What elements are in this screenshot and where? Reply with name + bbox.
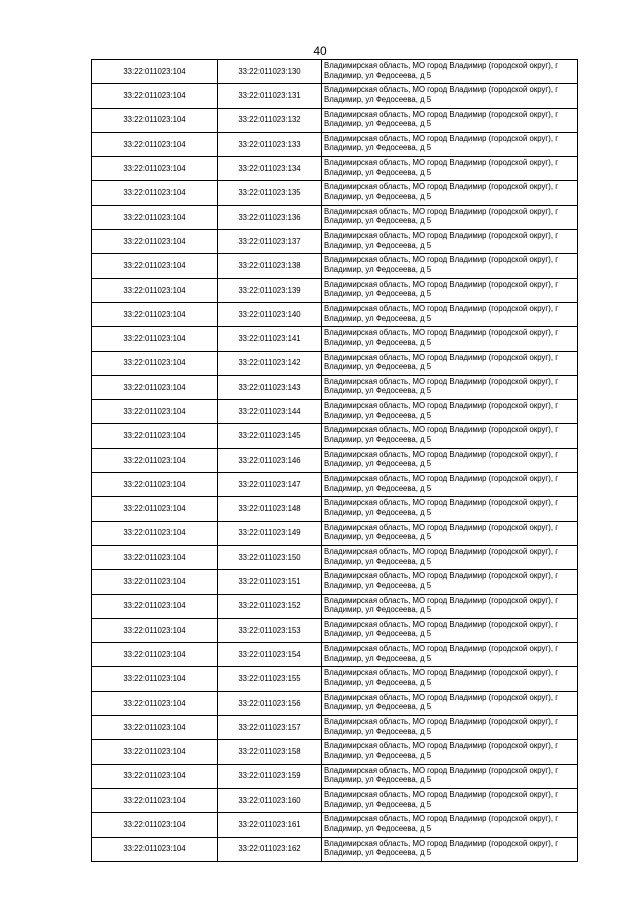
cadastral-number-cell: 33:22:011023:132 xyxy=(218,108,322,132)
table-row xyxy=(92,230,578,254)
address-cell: Владимирская область, МО город Владимир (городской округ), г Владимир, ул Федосеева, д 5 xyxy=(322,570,578,594)
table-row xyxy=(92,545,578,569)
address-cell: Владимирская область, МО город Владимир (городской округ), г Владимир, ул Федосеева, д 5 xyxy=(322,618,578,642)
cadastral-number-cell: 33:22:011023:137 xyxy=(218,230,322,254)
parent-cadastral-number-cell: 33:22:011023:104 xyxy=(92,157,218,181)
address-cell: Владимирская область, МО город Владимир (городской округ), г Владимир, ул Федосеева, д 5 xyxy=(322,764,578,788)
parent-cadastral-number-cell: 33:22:011023:104 xyxy=(92,618,218,642)
cadastral-number-cell: 33:22:011023:143 xyxy=(218,375,322,399)
cadastral-number-cell: 33:22:011023:131 xyxy=(218,84,322,108)
address-cell: Владимирская область, МО город Владимир (городской округ), г Владимир, ул Федосеева, д 5 xyxy=(322,813,578,837)
address-cell: Владимирская область, МО город Владимир (городской округ), г Владимир, ул Федосеева, д 5 xyxy=(322,302,578,326)
cadastral-number-cell: 33:22:011023:156 xyxy=(218,691,322,715)
parent-cadastral-number-cell: 33:22:011023:104 xyxy=(92,230,218,254)
parent-cadastral-number-cell: 33:22:011023:104 xyxy=(92,132,218,156)
parent-cadastral-number-cell: 33:22:011023:104 xyxy=(92,716,218,740)
parent-cadastral-number-cell: 33:22:011023:104 xyxy=(92,302,218,326)
parent-cadastral-number-cell: 33:22:011023:104 xyxy=(92,254,218,278)
address-cell: Владимирская область, МО город Владимир (городской округ), г Владимир, ул Федосеева, д 5 xyxy=(322,643,578,667)
cadastral-number-cell: 33:22:011023:134 xyxy=(218,157,322,181)
cadastral-table xyxy=(91,59,578,862)
address-cell: Владимирская область, МО город Владимир (городской округ), г Владимир, ул Федосеева, д 5 xyxy=(322,375,578,399)
address-cell: Владимирская область, МО город Владимир (городской округ), г Владимир, ул Федосеева, д 5 xyxy=(322,521,578,545)
address-cell: Владимирская область, МО город Владимир (городской округ), г Владимир, ул Федосеева, д 5 xyxy=(322,740,578,764)
parent-cadastral-number-cell: 33:22:011023:104 xyxy=(92,424,218,448)
table-row xyxy=(92,618,578,642)
cadastral-number-cell: 33:22:011023:144 xyxy=(218,400,322,424)
table-row xyxy=(92,448,578,472)
address-cell: Владимирская область, МО город Владимир (городской округ), г Владимир, ул Федосеева, д 5 xyxy=(322,132,578,156)
cadastral-number-cell: 33:22:011023:155 xyxy=(218,667,322,691)
parent-cadastral-number-cell: 33:22:011023:104 xyxy=(92,691,218,715)
address-cell: Владимирская область, МО город Владимир (городской округ), г Владимир, ул Федосеева, д 5 xyxy=(322,84,578,108)
parent-cadastral-number-cell: 33:22:011023:104 xyxy=(92,740,218,764)
address-cell: Владимирская область, МО город Владимир (городской округ), г Владимир, ул Федосеева, д 5 xyxy=(322,60,578,84)
cadastral-number-cell: 33:22:011023:145 xyxy=(218,424,322,448)
table-row xyxy=(92,643,578,667)
cadastral-number-cell: 33:22:011023:146 xyxy=(218,448,322,472)
table-row xyxy=(92,278,578,302)
cadastral-number-cell: 33:22:011023:154 xyxy=(218,643,322,667)
address-cell: Владимирская область, МО город Владимир (городской округ), г Владимир, ул Федосеева, д 5 xyxy=(322,716,578,740)
address-cell: Владимирская область, МО город Владимир (городской округ), г Владимир, ул Федосеева, д 5 xyxy=(322,691,578,715)
parent-cadastral-number-cell: 33:22:011023:104 xyxy=(92,813,218,837)
address-cell: Владимирская область, МО город Владимир (городской округ), г Владимир, ул Федосеева, д 5 xyxy=(322,400,578,424)
table-row xyxy=(92,740,578,764)
parent-cadastral-number-cell: 33:22:011023:104 xyxy=(92,108,218,132)
parent-cadastral-number-cell: 33:22:011023:104 xyxy=(92,594,218,618)
address-cell: Владимирская область, МО город Владимир (городской округ), г Владимир, ул Федосеева, д 5 xyxy=(322,157,578,181)
address-cell: Владимирская область, МО город Владимир (городской округ), г Владимир, ул Федосеева, д 5 xyxy=(322,278,578,302)
parent-cadastral-number-cell: 33:22:011023:104 xyxy=(92,497,218,521)
table-row xyxy=(92,84,578,108)
table-row xyxy=(92,157,578,181)
table-row xyxy=(92,473,578,497)
parent-cadastral-number-cell: 33:22:011023:104 xyxy=(92,545,218,569)
table-row xyxy=(92,375,578,399)
cadastral-number-cell: 33:22:011023:152 xyxy=(218,594,322,618)
parent-cadastral-number-cell: 33:22:011023:104 xyxy=(92,837,218,861)
parent-cadastral-number-cell: 33:22:011023:104 xyxy=(92,473,218,497)
cadastral-number-cell: 33:22:011023:139 xyxy=(218,278,322,302)
parent-cadastral-number-cell: 33:22:011023:104 xyxy=(92,205,218,229)
address-cell: Владимирская область, МО город Владимир (городской округ), г Владимир, ул Федосеева, д 5 xyxy=(322,230,578,254)
table-row xyxy=(92,327,578,351)
cadastral-number-cell: 33:22:011023:142 xyxy=(218,351,322,375)
cadastral-number-cell: 33:22:011023:153 xyxy=(218,618,322,642)
cadastral-number-cell: 33:22:011023:162 xyxy=(218,837,322,861)
parent-cadastral-number-cell: 33:22:011023:104 xyxy=(92,60,218,84)
cadastral-number-cell: 33:22:011023:161 xyxy=(218,813,322,837)
parent-cadastral-number-cell: 33:22:011023:104 xyxy=(92,375,218,399)
address-cell: Владимирская область, МО город Владимир (городской округ), г Владимир, ул Федосеева, д 5 xyxy=(322,205,578,229)
parent-cadastral-number-cell: 33:22:011023:104 xyxy=(92,570,218,594)
table-row xyxy=(92,424,578,448)
cadastral-number-cell: 33:22:011023:157 xyxy=(218,716,322,740)
table-row xyxy=(92,497,578,521)
cadastral-number-cell: 33:22:011023:138 xyxy=(218,254,322,278)
address-cell: Владимирская область, МО город Владимир (городской округ), г Владимир, ул Федосеева, д 5 xyxy=(322,545,578,569)
address-cell: Владимирская область, МО город Владимир (городской округ), г Владимир, ул Федосеева, д 5 xyxy=(322,448,578,472)
table-row xyxy=(92,205,578,229)
cadastral-number-cell: 33:22:011023:148 xyxy=(218,497,322,521)
table-row xyxy=(92,764,578,788)
table-row xyxy=(92,691,578,715)
parent-cadastral-number-cell: 33:22:011023:104 xyxy=(92,788,218,812)
cadastral-number-cell: 33:22:011023:150 xyxy=(218,545,322,569)
table-row xyxy=(92,667,578,691)
table-row xyxy=(92,570,578,594)
table-row xyxy=(92,302,578,326)
parent-cadastral-number-cell: 33:22:011023:104 xyxy=(92,764,218,788)
table-row xyxy=(92,108,578,132)
parent-cadastral-number-cell: 33:22:011023:104 xyxy=(92,84,218,108)
parent-cadastral-number-cell: 33:22:011023:104 xyxy=(92,667,218,691)
table-row xyxy=(92,521,578,545)
table-row xyxy=(92,813,578,837)
cadastral-number-cell: 33:22:011023:130 xyxy=(218,60,322,84)
parent-cadastral-number-cell: 33:22:011023:104 xyxy=(92,448,218,472)
address-cell: Владимирская область, МО город Владимир (городской округ), г Владимир, ул Федосеева, д 5 xyxy=(322,667,578,691)
cadastral-number-cell: 33:22:011023:158 xyxy=(218,740,322,764)
table-row xyxy=(92,400,578,424)
address-cell: Владимирская область, МО город Владимир (городской округ), г Владимир, ул Федосеева, д 5 xyxy=(322,594,578,618)
parent-cadastral-number-cell: 33:22:011023:104 xyxy=(92,400,218,424)
parent-cadastral-number-cell: 33:22:011023:104 xyxy=(92,278,218,302)
cadastral-number-cell: 33:22:011023:147 xyxy=(218,473,322,497)
cadastral-number-cell: 33:22:011023:136 xyxy=(218,205,322,229)
parent-cadastral-number-cell: 33:22:011023:104 xyxy=(92,643,218,667)
cadastral-number-cell: 33:22:011023:159 xyxy=(218,764,322,788)
table-row xyxy=(92,837,578,861)
address-cell: Владимирская область, МО город Владимир (городской округ), г Владимир, ул Федосеева, д 5 xyxy=(322,181,578,205)
cadastral-number-cell: 33:22:011023:141 xyxy=(218,327,322,351)
cadastral-number-cell: 33:22:011023:151 xyxy=(218,570,322,594)
table-body xyxy=(92,60,578,862)
address-cell: Владимирская область, МО город Владимир (городской округ), г Владимир, ул Федосеева, д 5 xyxy=(322,424,578,448)
table-row xyxy=(92,254,578,278)
cadastral-number-cell: 33:22:011023:149 xyxy=(218,521,322,545)
parent-cadastral-number-cell: 33:22:011023:104 xyxy=(92,521,218,545)
table-row xyxy=(92,716,578,740)
address-cell: Владимирская область, МО город Владимир (городской округ), г Владимир, ул Федосеева, д 5 xyxy=(322,497,578,521)
parent-cadastral-number-cell: 33:22:011023:104 xyxy=(92,351,218,375)
address-cell: Владимирская область, МО город Владимир (городской округ), г Владимир, ул Федосеева, д 5 xyxy=(322,108,578,132)
address-cell: Владимирская область, МО город Владимир (городской округ), г Владимир, ул Федосеева, д 5 xyxy=(322,351,578,375)
cadastral-number-cell: 33:22:011023:135 xyxy=(218,181,322,205)
address-cell: Владимирская область, МО город Владимир (городской округ), г Владимир, ул Федосеева, д 5 xyxy=(322,837,578,861)
table-row xyxy=(92,351,578,375)
page-number: 40 xyxy=(313,44,327,58)
cadastral-number-cell: 33:22:011023:133 xyxy=(218,132,322,156)
address-cell: Владимирская область, МО город Владимир (городской округ), г Владимир, ул Федосеева, д 5 xyxy=(322,788,578,812)
cadastral-number-cell: 33:22:011023:160 xyxy=(218,788,322,812)
cadastral-number-cell: 33:22:011023:140 xyxy=(218,302,322,326)
table-row xyxy=(92,181,578,205)
table-row xyxy=(92,60,578,84)
address-cell: Владимирская область, МО город Владимир (городской округ), г Владимир, ул Федосеева, д 5 xyxy=(322,327,578,351)
table-row xyxy=(92,594,578,618)
address-cell: Владимирская область, МО город Владимир (городской округ), г Владимир, ул Федосеева, д 5 xyxy=(322,473,578,497)
parent-cadastral-number-cell: 33:22:011023:104 xyxy=(92,181,218,205)
table-row xyxy=(92,132,578,156)
address-cell: Владимирская область, МО город Владимир (городской округ), г Владимир, ул Федосеева, д 5 xyxy=(322,254,578,278)
table-row xyxy=(92,788,578,812)
parent-cadastral-number-cell: 33:22:011023:104 xyxy=(92,327,218,351)
